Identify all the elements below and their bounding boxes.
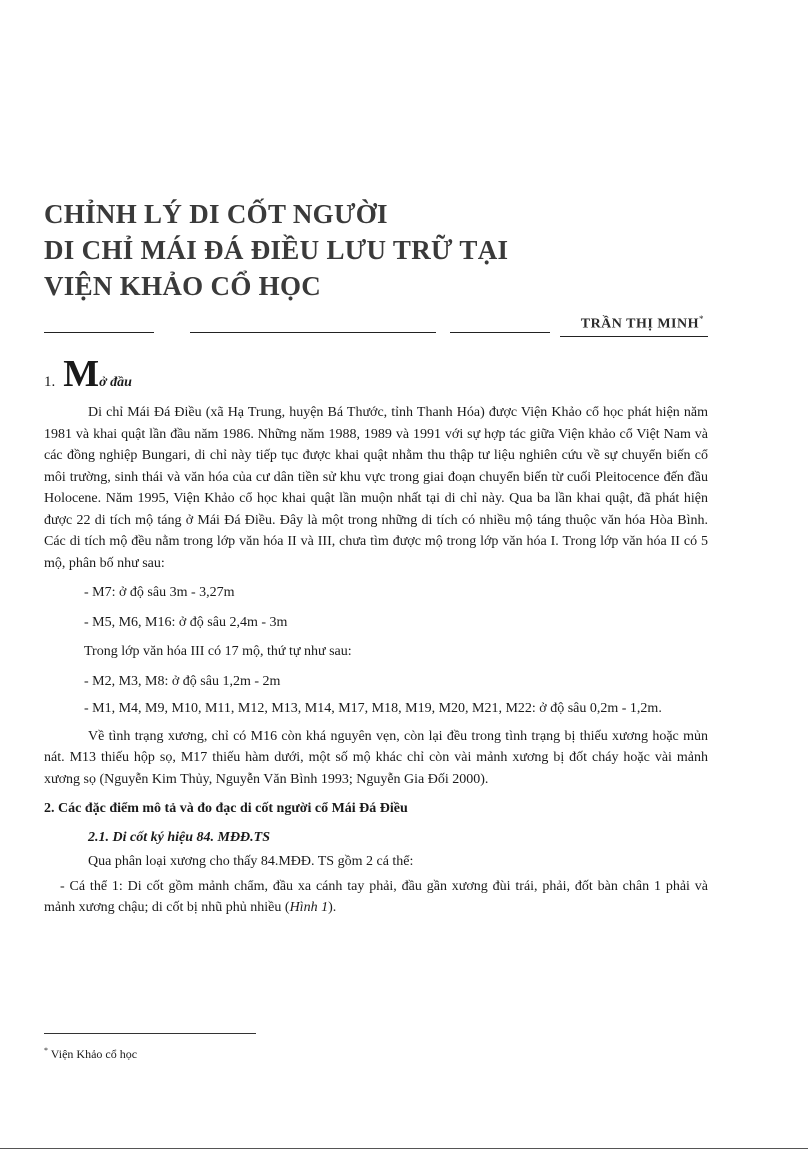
paragraph-intro: Di chỉ Mái Đá Điều (xã Hạ Trung, huyện Bá Thước, tỉnh Thanh Hóa) được Viện Khảo cổ học phát hiện năm 1981 và khai quật lần đầu năm 1986. Những năm 1988, 1989 và 1991 với sự hợp tác giữa Viện khảo cổ Việt Nam và các đồng nghiệp Bungari, di chỉ này tiếp tục được khai quật nhằm thu thập tư liệu nghiên cứu về sự chuyển biến cổ môi trường, sinh thái và văn hóa của cư dân tiền sử khu vực trong giai đoạn chuyển biến từ cuối Pleitocence đến đầu Holocene. Năm 1995, Viện Khảo cổ học khai quật lần muộn nhất tại di chỉ này. Qua ba lần khai quật, đã phát hiện được 22 di tích mộ táng ở Mái Đá Điều. Đây là một trong những di tích có nhiều mộ táng thuộc văn hóa Hòa Bình. Các di tích mộ đều nằm trong lớp văn hóa II và III, chưa tìm được mộ trong lớp văn hóa I. Trong lớp văn hóa II có 5 mộ, phân bố như sau:	[44, 405, 708, 571]
list-intro-layer-3: Trong lớp văn hóa III có 17 mộ, thứ tự như sau:	[84, 644, 352, 659]
paragraph-classification: Qua phân loại xương cho thấy 84.MĐĐ. TS gồm 2 cá thể:	[88, 854, 414, 869]
footnote-text: Viện Khảo cổ học	[50, 1047, 138, 1061]
subsection-heading-2-1: 2.1. Di cốt ký hiệu 84. MĐĐ.TS	[88, 829, 270, 845]
paragraph-bone-condition: Về tình trạng xương, chỉ có M16 còn khá nguyên vẹn, còn lại đều trong tình trạng bị thiếu xương hoặc mủn nát. M13 thiếu hộp sọ, M17 thiếu hàm dưới, một số mộ khác chỉ còn vài mảnh xương bị đốt cháy hoặc vài mảnh xương sọ (Nguyễn Kim Thủy, Nguyễn Văn Bình 1993; Nguyễn Gia Đối 2000).	[44, 728, 708, 787]
figure-reference: Hình 1	[289, 900, 329, 915]
footnote	[44, 1046, 137, 1062]
rule-segment	[560, 336, 708, 337]
footnote-rule	[44, 1033, 256, 1034]
list-item-m7: - M7: ở độ sâu 3m - 3,27m	[84, 585, 235, 600]
list-item-m2-m3-m8: - M2, M3, M8: ở độ sâu 1,2m - 2m	[84, 673, 281, 689]
footnote-mark: *	[44, 1046, 48, 1055]
author-note-mark: *	[699, 314, 704, 324]
page-bottom-rule	[0, 1148, 808, 1149]
section-heading-1	[44, 352, 132, 396]
section-heading-rest: ở đầu	[99, 375, 132, 390]
paragraph-individual-1: - Cá thể 1: Di cốt gồm mảnh chẩm, đầu xa cánh tay phải, đầu gần xương đùi trái, phải, đốt bàn chân 1 phải và mảnh xương chậu; di cốt bị nhũ phủ nhiều (Hình 1).	[44, 878, 708, 915]
article-body	[44, 402, 708, 919]
rule-segment	[450, 332, 550, 333]
article-title	[44, 196, 604, 304]
list-item-m1-group: - M1, M4, M9, M10, M11, M12, M13, M14, M17, M18, M19, M20, M21, M22: ở độ sâu 0,2m - 1,2m.	[84, 701, 662, 716]
section-heading-2: 2. Các đặc điểm mô tả và đo đạc di cốt người cổ Mái Đá Điều	[44, 801, 408, 816]
section-number: 1.	[44, 374, 56, 390]
rule-segment	[190, 332, 436, 333]
author-row	[44, 314, 708, 338]
title-line-3: VIỆN KHẢO CỔ HỌC	[44, 271, 322, 301]
list-item-m5-m6-m16: - M5, M6, M16: ở độ sâu 2,4m - 3m	[84, 614, 288, 630]
title-line-2: DI CHỈ MÁI ĐÁ ĐIỀU LƯU TRỮ TẠI	[44, 235, 509, 265]
rule-segment	[44, 332, 154, 333]
title-line-1: CHỈNH LÝ DI CỐT NGƯỜI	[44, 199, 388, 229]
author-name: TRẦN THỊ MINH*	[580, 314, 704, 332]
section-drop-letter: M	[63, 353, 100, 395]
